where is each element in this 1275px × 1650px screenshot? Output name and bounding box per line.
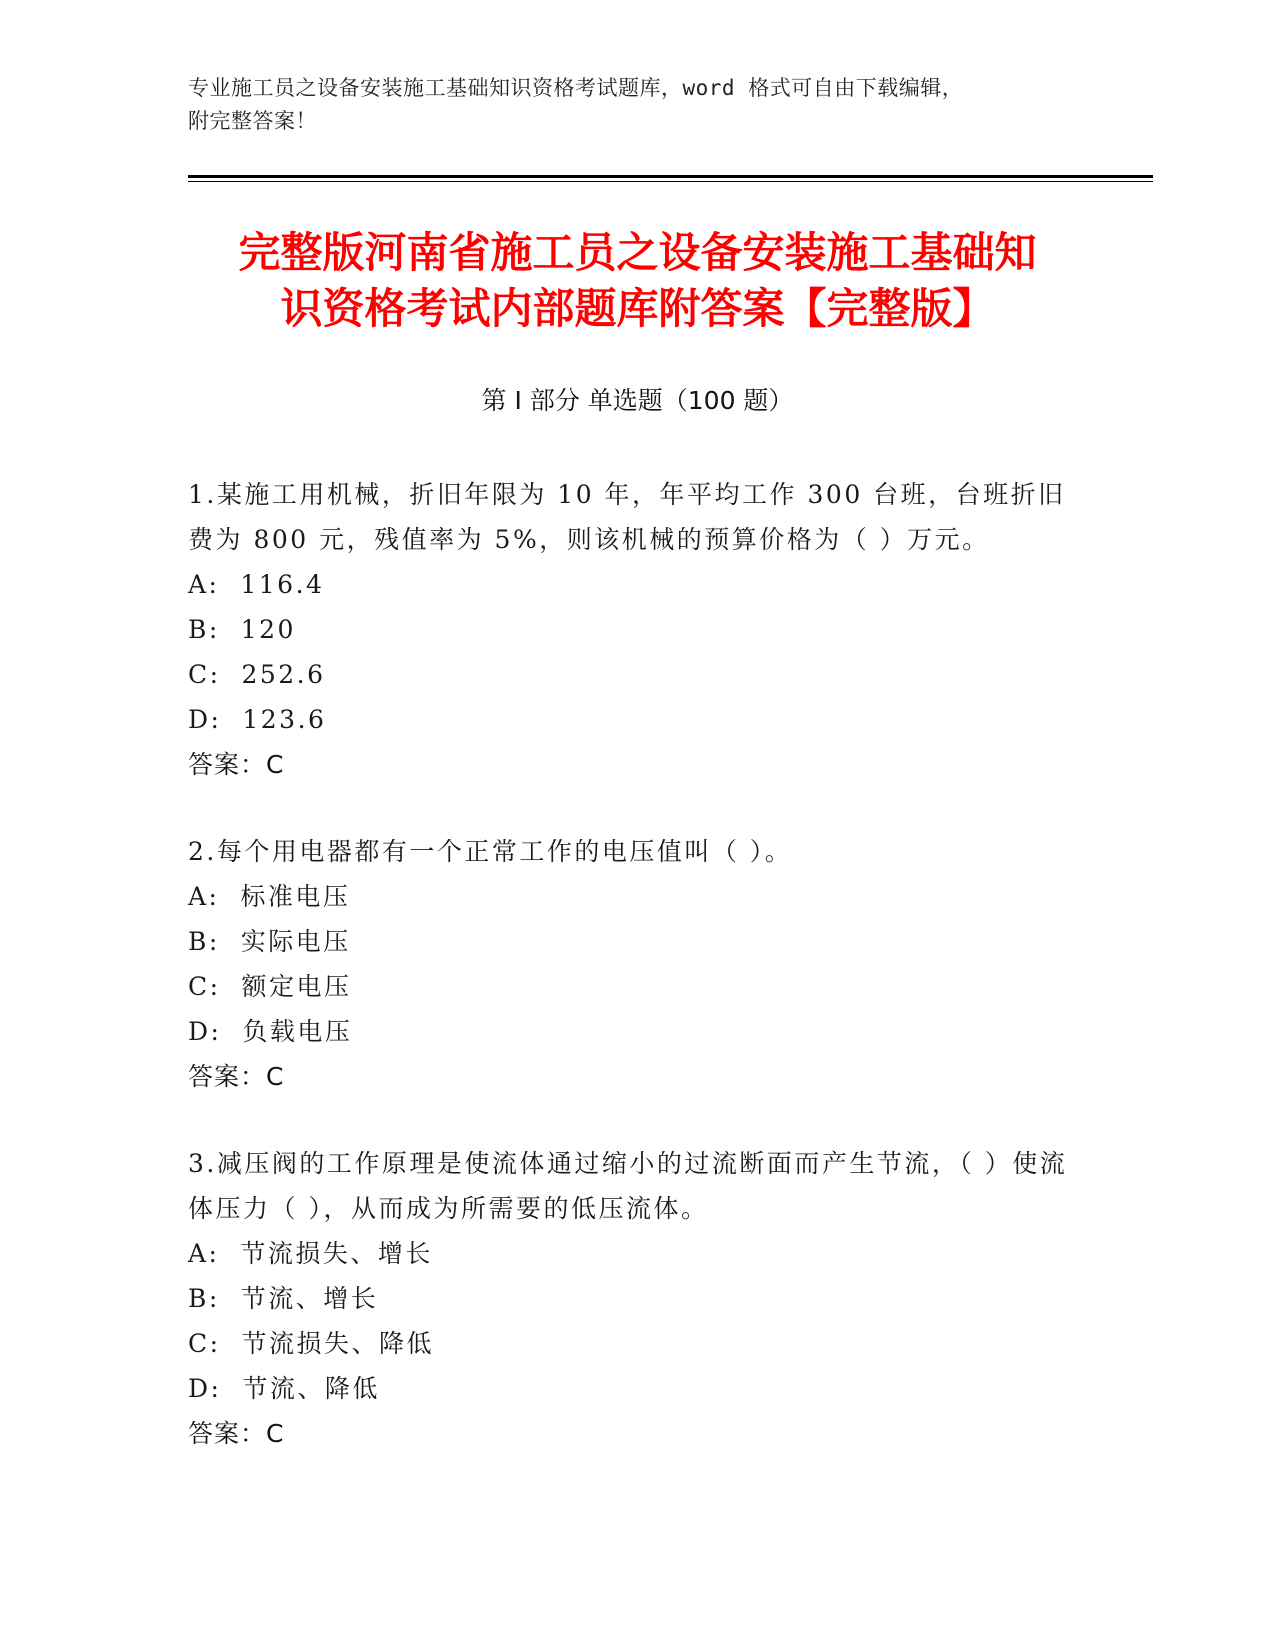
question-item (188, 829, 1088, 1099)
question-list (188, 472, 1088, 1498)
document-title-line-2: 识资格考试内部题库附答案【完整版】 (280, 284, 995, 333)
header-note-line-1: 专业施工员之设备安装施工基础知识资格考试题库，word 格式可自由下载编辑， (188, 76, 964, 100)
option-c: C: 252.6 (188, 660, 326, 689)
answer-text: 答案：C (188, 750, 285, 779)
question-text: 3.减压阀的工作原理是使流体通过缩小的过流断面而产生节流，（ ）使流体压力（ ），从而成为所需要的低压流体。 (188, 1149, 1068, 1223)
option-b: B: 实际电压 (188, 927, 351, 956)
answer-text: 答案：C (188, 1062, 285, 1091)
question-text: 1.某施工用机械，折旧年限为 10 年，年平均工作 300 台班，台班折旧费为 800 元，残值率为 5%，则该机械的预算价格为（ ）万元。 (188, 480, 1066, 554)
option-a: A: 116.4 (188, 570, 325, 599)
document-title (170, 225, 1105, 337)
option-d: D: 负载电压 (188, 1017, 353, 1046)
option-b: B: 节流、增长 (188, 1284, 379, 1313)
question-item (188, 1141, 1088, 1456)
header-divider-thin (188, 181, 1153, 182)
option-c: C: 额定电压 (188, 972, 352, 1001)
option-d: D: 123.6 (188, 705, 327, 734)
question-item (188, 472, 1088, 787)
option-a: A: 节流损失、增长 (188, 1239, 433, 1268)
header-divider-thick (188, 175, 1153, 178)
option-b: B: 120 (188, 615, 296, 644)
question-text: 2.每个用电器都有一个正常工作的电压值叫（ ）。 (188, 837, 793, 866)
header-note-line-2: 附完整答案！ (188, 109, 317, 133)
option-c: C: 节流损失、降低 (188, 1329, 434, 1358)
document-title-line-1: 完整版河南省施工员之设备安装施工基础知 (238, 228, 1037, 277)
option-d: D: 节流、降低 (188, 1374, 380, 1403)
option-a: A: 标准电压 (188, 882, 351, 911)
section-title: 第 I 部分 单选题（100 题） (481, 386, 794, 415)
answer-text: 答案：C (188, 1419, 285, 1448)
header-note (188, 72, 1088, 138)
